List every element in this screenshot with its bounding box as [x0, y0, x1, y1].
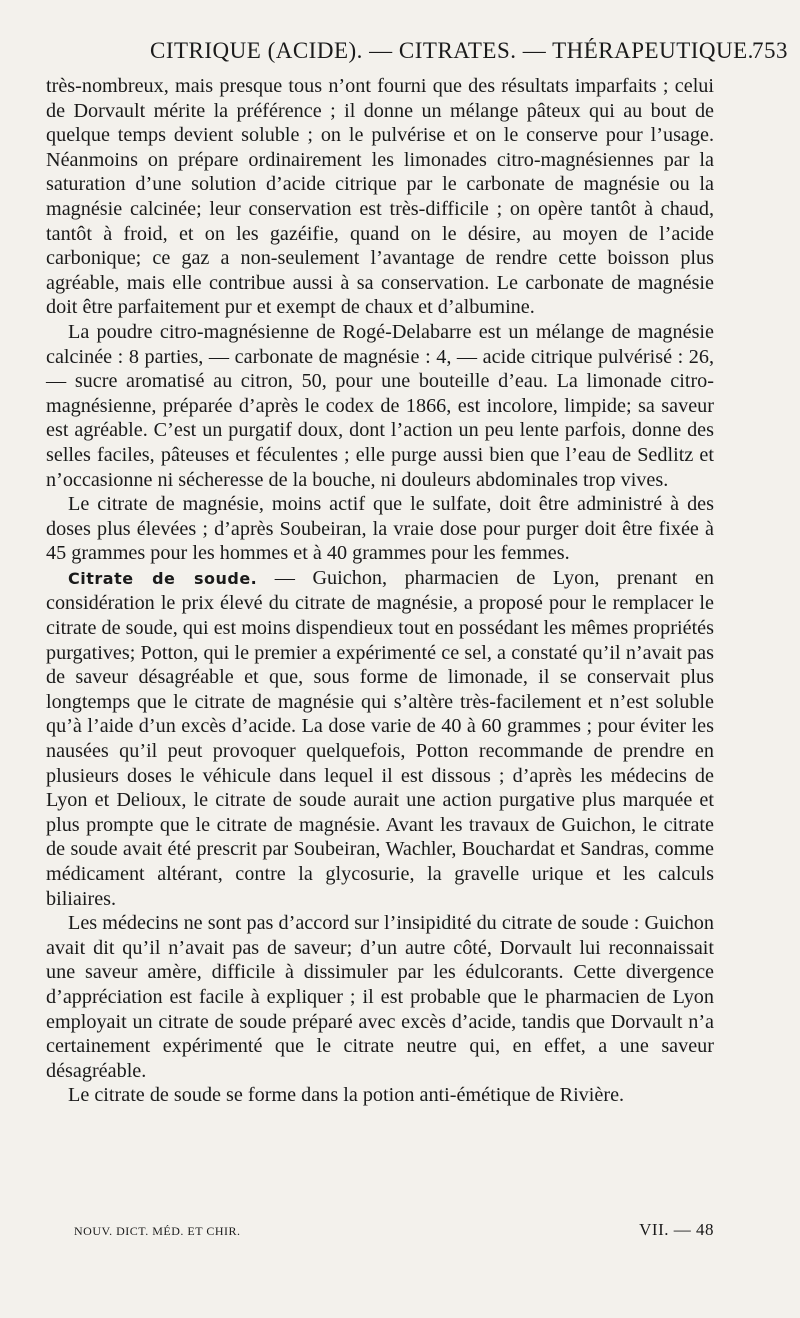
- section-term: Citrate de soude.: [68, 568, 258, 588]
- paragraph-text: La poudre citro-magnésienne de Rogé-Delabarre est un mélange de magnésie calcinée : 8 parties, — carbonate de magnésie : 4, — acide citrique pulvérisé : 26, — sucre aromatisé au citron, 50, pour une bouteille d’eau. La limonade citro-magnésienne, préparée d’après le codex de 1866, est incolore, limpide; sa saveur est agréable. C’est un purgatif doux, dont l’action un peu lente parfois, donne des selles faciles, pâteuses et féculentes ; elle purge aussi bien que l’eau de Sedlitz et n’occasionne ni sécheresse de la bouche, ni douleurs abdominales trop vives.: [46, 320, 714, 491]
- paragraph: [46, 566, 714, 911]
- page-number: 753: [752, 38, 788, 63]
- paragraph: [46, 1083, 714, 1108]
- paragraph-text: très-nombreux, mais presque tous n’ont fourni que des résultats imparfaits ; celui de Dorvault mérite la préférence ; il donne un mélange pâteux qui au bout de quelque temps devient soluble ; on le pulvérise et on le conserve pour l’usage. Néanmoins on prépare ordinairement les limonades citro-magnésiennes par la saturation d’une solution d’acide citrique par le carbonate de magnésie ou la magnésie calcinée; leur conservation est très-difficile ; on opère tantôt à chaud, tantôt à froid, et on les gazéifie, quand on le désire, au moyen de l’acide carbonique; ce gaz a non-seulement l’avantage de rendre cette boisson plus agréable, mais elle contribue aussi à sa conservation. Le carbonate de magnésie doit être parfaitement pur et exempt de chaux et d’albumine.: [46, 75, 714, 319]
- paragraph-text: Le citrate de soude se forme dans la potion anti-émétique de Rivière.: [68, 1084, 625, 1107]
- paragraph-text: Le citrate de magnésie, moins actif que le sulfate, doit être administré à des doses plus élevées ; d’après Soubeiran, la vraie dose pour purger doit être fixée à 45 grammes pour les hommes et à 40 grammes pour les femmes.: [46, 493, 714, 565]
- running-title: CITRIQUE (ACIDE). — CITRATES. — THÉRAPEUTIQUE.: [150, 38, 754, 63]
- paragraph-text: Les médecins ne sont pas d’accord sur l’insipidité du citrate de soude : Guichon avait dit qu’il n’avait pas de saveur; d’un autre côté, Dorvault lui reconnaissait une saveur amère, difficile à dissimuler par les édulcorants. Cette divergence d’appréciation est facile à expliquer ; il est probable que le pharmacien de Lyon employait un citrate de soude préparé avec excès d’acide, tandis que Dorvault n’a certainement expérimenté que le citrate neutre qui, en effet, a une saveur désagréable.: [46, 912, 714, 1082]
- paragraph: [46, 492, 714, 566]
- paragraph: [46, 911, 714, 1083]
- paragraph: [46, 74, 714, 320]
- running-header: [46, 34, 788, 74]
- page-footer: [74, 1220, 714, 1239]
- paragraph-text: — Guichon, pharmacien de Lyon, prenant en considération le prix élevé du citrate de magnésie, a proposé pour le remplacer le citrate de soude, qui est moins dispendieux tout en possédant les mêmes propriétés purgatives; Potton, qui le premier a expérimenté ce sel, a constaté qu’il n’avait pas de saveur désagréable et que, sous forme de limonade, il se conservait plus longtemps que le citrate de magnésie qui s’altère très-facilement et n’est soluble qu’à l’aide d’un excès d’acide. La dose varie de 40 à 60 grammes ; pour éviter les nausées qu’il peut provoquer quelquefois, Potton recommande de prendre en plusieurs doses le véhicule dans lequel il est dissous ; d’après les médecins de Lyon et Delioux, le citrate de soude aurait une action purgative plus marquée et plus prompte que le citrate de magnésie. Avant les travaux de Guichon, le citrate de soude avait été prescrit par Soubeiran, Wachler, Bouchardat et Sandras, comme médicament altérant, contre la glycosurie, la gravelle urique et les calculs biliaires.: [46, 566, 714, 910]
- footer-publication: NOUV. DICT. MÉD. ET CHIR.: [74, 1224, 241, 1238]
- body-text: [46, 74, 714, 1108]
- footer-signature: VII. — 48: [639, 1220, 714, 1239]
- paragraph: [46, 320, 714, 492]
